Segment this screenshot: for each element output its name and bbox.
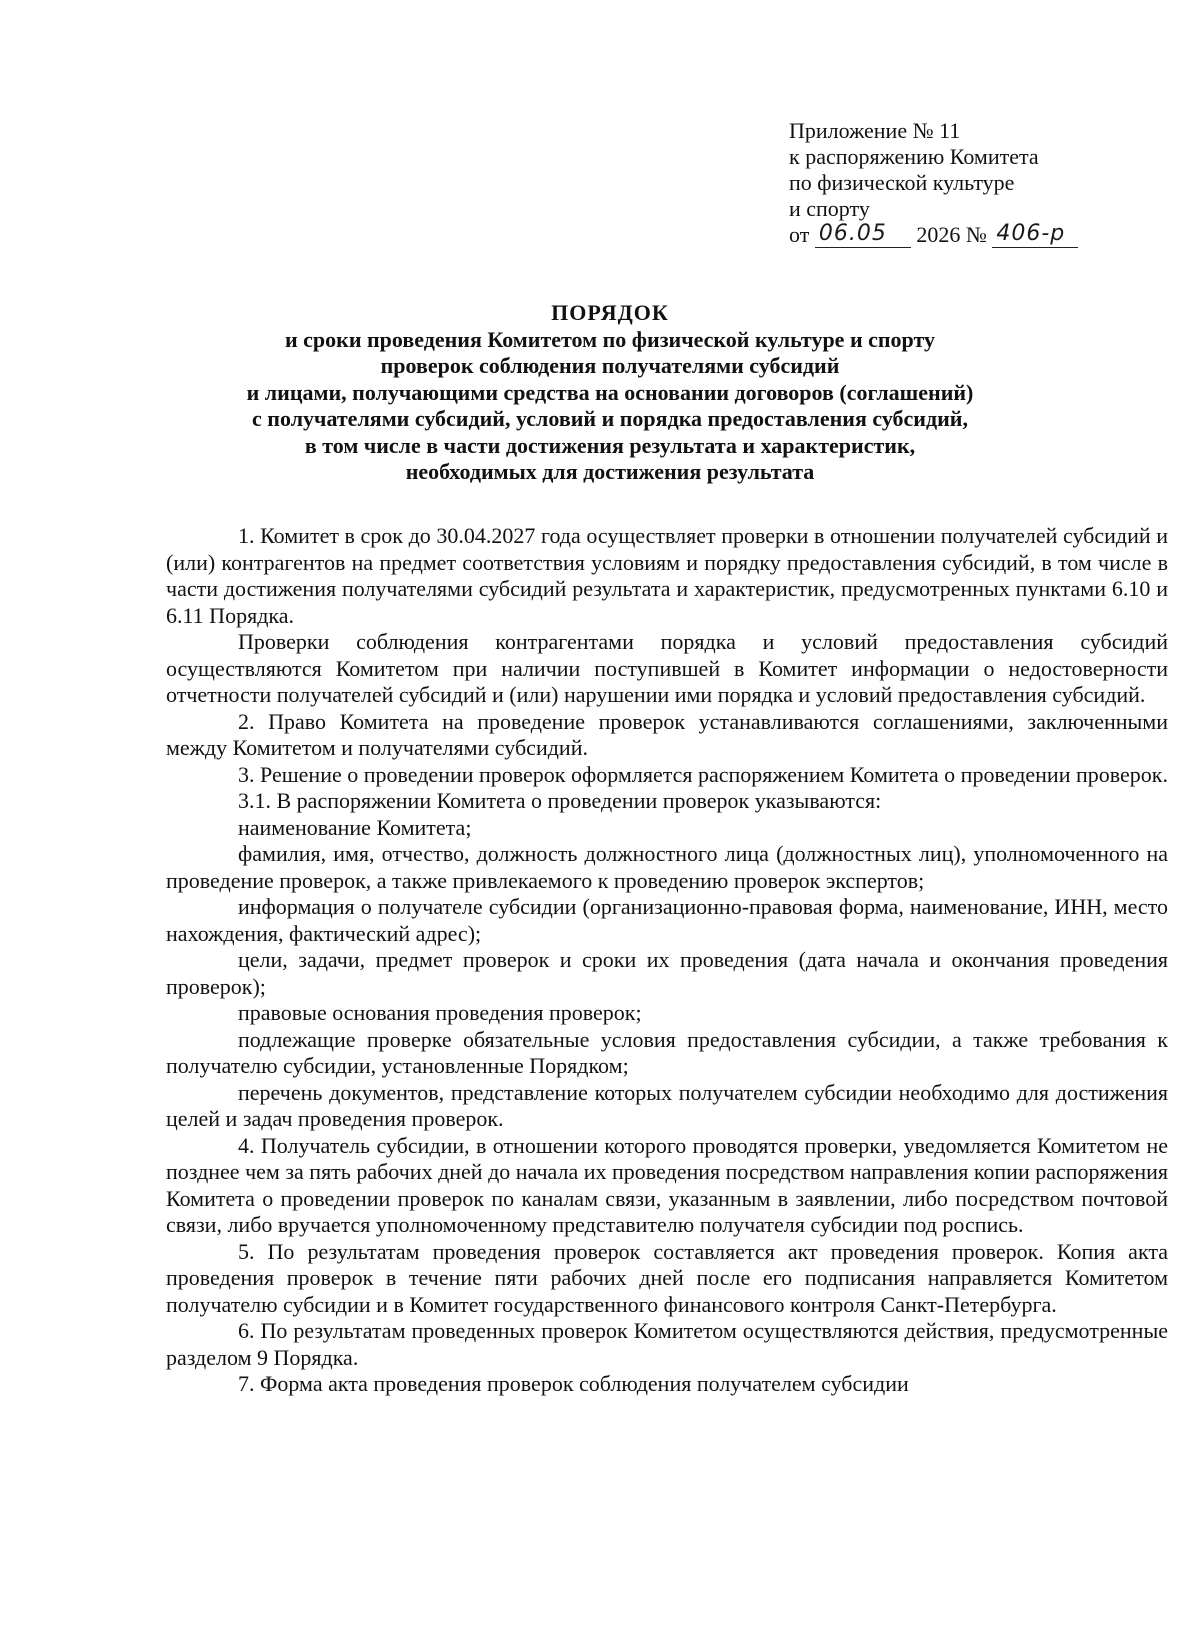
paragraph: наименование Комитета;: [238, 814, 472, 840]
title-line: с получателями субсидий, условий и порядка предоставления субсидий,: [252, 406, 968, 431]
paragraph: Проверки соблюдения контрагентами порядка и условий предоставления субсидий осуществляются Комитетом при наличии поступившей в Комитет информации о недостоверности отчетности получателей субсидий и (или) нарушении ими порядка и условий предоставления субсидий.: [166, 629, 1168, 707]
paragraph: 3. Решение о проведении проверок оформляется распоряжением Комитета о проведении проверок.: [238, 761, 1168, 787]
appendix-line-committee: по физической культуре: [789, 170, 1015, 195]
appendix-line-order: к распоряжению Комитета: [789, 144, 1039, 169]
title-line: и сроки проведения Комитетом по физической культуре и спорту: [284, 326, 936, 352]
appendix-header: [789, 118, 1169, 250]
paragraph: информация о получателе субсидии (организационно-правовая форма, наименование, ИНН, место нахождения, фактический адрес);: [166, 894, 1168, 946]
handwritten-number: 406-р: [992, 221, 1078, 248]
paragraph: правовые основания проведения проверок;: [238, 1000, 642, 1025]
date-from-label: от: [789, 222, 810, 247]
appendix-line-sport: и спорту: [789, 196, 870, 221]
appendix-title: Приложение № 11: [789, 118, 961, 143]
paragraph: 4. Получатель субсидии, в отношении которого проводятся проверки, уведомляется Комитетом не позднее чем за пять рабочих дней до начала их проведения посредством направления копии распоряжения Комитета о проведении проверок по каналам связи, указанным в заявлении, либо посредством почтовой связи, либо вручается уполномоченному представителю получателя субсидии под роспись.: [166, 1132, 1168, 1237]
paragraph: подлежащие проверке обязательные условия предоставления субсидии, а также требования к получателю субсидии, установленные Порядком;: [166, 1026, 1168, 1078]
paragraph: 2. Право Комитета на проведение проверок устанавливаются соглашениями, заключенными между Комитетом и получателями субсидий.: [166, 708, 1168, 760]
document-title-block: [160, 300, 1060, 486]
title-line: необходимых для достижения результата: [405, 459, 815, 484]
paragraph: 7. Форма акта проведения проверок соблюдения получателем субсидии: [238, 1371, 909, 1396]
paragraph: цели, задачи, предмет проверок и сроки их проведения (дата начала и окончания проведения проверок);: [166, 947, 1168, 999]
title-line: проверок соблюдения получателями субсидий: [380, 353, 840, 378]
title-line: в том числе в части достижения результата и характеристик,: [304, 432, 916, 458]
paragraph: перечень документов, представление которых получателем субсидии необходимо для достижения целей и задач проведения проверок.: [166, 1079, 1168, 1131]
paragraph: фамилия, имя, отчество, должность должностного лица (должностных лиц), уполномоченного на проведение проверок, а также привлекаемого к проведению проверок экспертов;: [166, 841, 1168, 893]
handwritten-date: 06.05: [815, 221, 911, 248]
paragraph: 6. По результатам проведенных проверок Комитетом осуществляются действия, предусмотренные разделом 9 Порядка.: [166, 1318, 1168, 1370]
paragraph: 1. Комитет в срок до 30.04.2027 года осуществляет проверки в отношении получателей субсидий и (или) контрагентов на предмет соответствия условиям и порядку предоставления субсидий, в том числе в части достижения получателями субсидий результата и характеристик, предусмотренных пунктами 6.10 и 6.11 Порядка.: [166, 523, 1168, 628]
title-line: и лицами, получающими средства на основании договоров (соглашений): [246, 379, 974, 405]
document-title: ПОРЯДОК: [551, 300, 669, 325]
document-body: [166, 523, 1168, 1398]
paragraph: 5. По результатам проведения проверок составляется акт проведения проверок. Копия акта проведения проверок в течение пяти рабочих дней после его подписания направляется Комитетом получателю субсидии и в Комитет государственного финансового контроля Санкт-Петербурга.: [166, 1238, 1168, 1317]
paragraph: 3.1. В распоряжении Комитета о проведении проверок указываются:: [238, 788, 882, 813]
date-year-label: 2026 №: [916, 222, 987, 247]
appendix-date-line: [789, 222, 1169, 250]
